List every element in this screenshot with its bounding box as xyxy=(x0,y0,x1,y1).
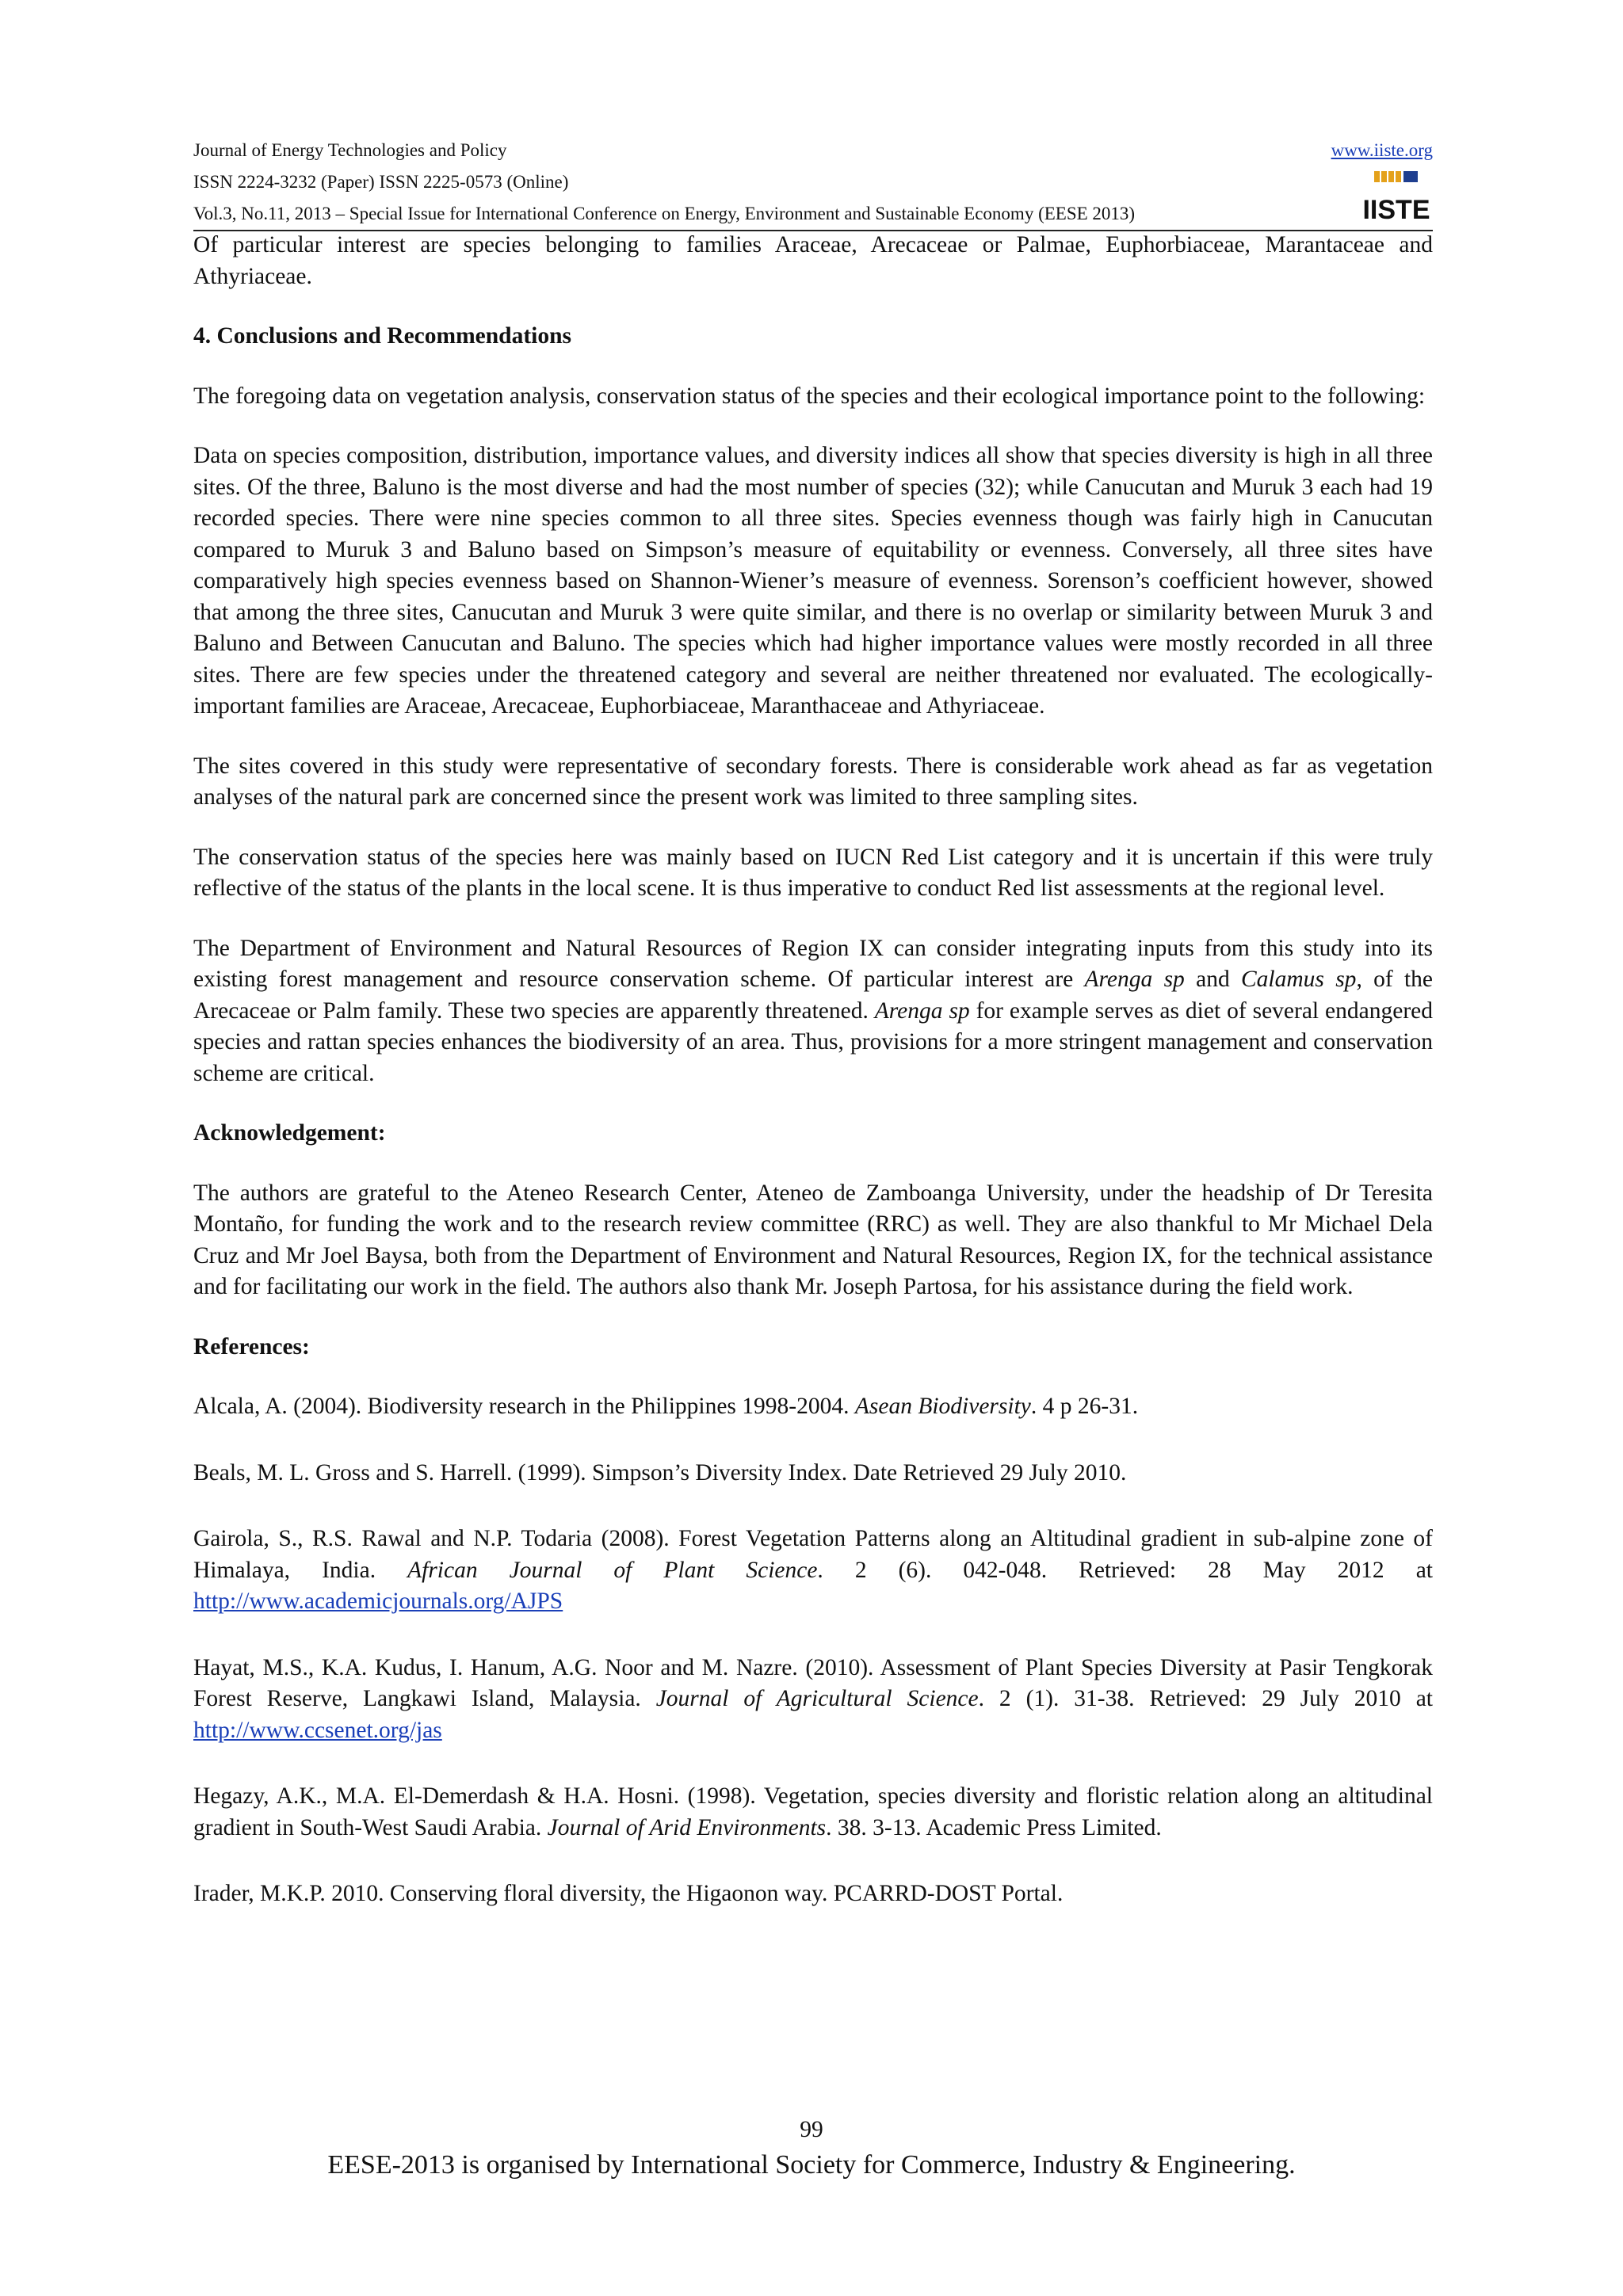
reference-item: Gairola, S., R.S. Rawal and N.P. Todaria (2008). Forest Vegetation Patterns along an Altitudinal gradient in sub-alpine zone of Himalaya, India. African Journal of Plant Science. 2 (6). 042-048. Retrieved: 28 May 2012 at http://www.academicjournals.org/AJPS xyxy=(193,1526,1433,1614)
journal-title: Journal of Energy Technologies and Policy xyxy=(193,140,507,160)
paragraph-intro: The foregoing data on vegetation analysis, conservation status of the species and their ecological importance point to the following: xyxy=(193,383,1426,409)
ack-paragraph: The authors are grateful to the Ateneo Research Center, Ateneo de Zamboanga University, under the headship of Dr Teresita Montaño, for funding the work and to the research review committee (RRC) as well. They are also thankful to Mr Michael Dela Cruz and Mr Joel Baysa, both from the Department of Environment and Natural Resources, Region IX, for the technical assistance and for facilitating our work in the field. The authors also thank Mr. Joseph Partosa, for his assistance during the field work. xyxy=(193,1180,1433,1299)
journal-header xyxy=(193,139,1433,162)
species-name: Calamus sp xyxy=(1241,967,1357,992)
carryover-paragraph: Of particular interest are species belonging to families Araceae, Arecaceae or Palmae, Euphorbiaceae, Marantaceae and Athyriaceae. xyxy=(193,232,1433,289)
species-name: Arenga sp xyxy=(1084,967,1185,992)
issn-line: ISSN 2224-3232 (Paper) ISSN 2225-0573 (Online) xyxy=(193,172,569,192)
references-heading: References: xyxy=(193,1333,310,1360)
iiste-logo xyxy=(1362,170,1430,225)
paragraph-findings: Data on species composition, distribution, importance values, and diversity indices all show that species diversity is high in all three sites. Of the three, Baluno is the most diverse and had the most number of species (32); while Canucutan and Muruk 3 each had 19 recorded species. There were nine species common to all three sites. Species evenness though was fairly high in Canucutan compared to Muruk 3 and Baluno based on Simpson’s measure of equitability or evenness. Conversely, all three sites have comparatively high species evenness based on Shannon-Wiener’s measure of evenness. Sorenson’s coefficient however, showed that among the three sites, Canucutan and Muruk 3 were quite similar, and there is no overlap or similarity between Muruk 3 and Baluno and Between Canucutan and Baluno. The species which had higher importance values were mostly recorded in all three sites. There are few species under the threatened category and several are neither threatened nor evaluated. The ecologically-important families are Araceae, Arecaceae, Euphorbiaceae, Maranthaceae and Athyriaceae. xyxy=(193,443,1433,719)
reference-item: Hayat, M.S., K.A. Kudus, I. Hanum, A.G. Noor and M. Nazre. (2010). Assessment of Plant Species Diversity at Pasir Tengkorak Forest Reserve, Langkawi Island, Malaysia. Journal of Agricultural Science. 2 (1). 31-38. Retrieved: 29 July 2010 at http://www.ccsenet.org/jas xyxy=(193,1654,1433,1743)
reference-item: Irader, M.K.P. 2010. Conserving floral diversity, the Higaonon way. PCARRD-DOST Portal. xyxy=(193,1881,1064,1906)
reference-link[interactable]: http://www.ccsenet.org/jas xyxy=(193,1717,442,1743)
paragraph-denr: The Department of Environment and Natural Resources of Region IX can consider integrating inputs from this study into its existing forest management and resource conservation scheme. Of particular interest are Arenga sp and Calamus sp, of the Arecaceae or Palm family. These two species are apparently threatened. Arenga sp for example serves as diet of several endangered species and rattan species enhances the biodiversity of an area. Thus, provisions for a more stringent management and conservation scheme are critical. xyxy=(193,935,1434,1086)
footer-note: EESE-2013 is organised by International Society for Commerce, Industry & Engineering. xyxy=(327,2150,1296,2180)
section-heading: 4. Conclusions and Recommendations xyxy=(193,323,571,349)
svg-text:IISTE: IISTE xyxy=(1362,195,1430,225)
article-body xyxy=(193,230,1433,1910)
ack-heading: Acknowledgement: xyxy=(193,1120,386,1146)
reference-link[interactable]: http://www.academicjournals.org/AJPS xyxy=(193,1589,563,1614)
page-number: 99 xyxy=(800,2117,823,2142)
reference-item: Beals, M. L. Gross and S. Harrell. (1999). Simpson’s Diversity Index. Date Retrieved 29 July 2010. xyxy=(193,1459,1127,1486)
paragraph-sites: The sites covered in this study were representative of secondary forests. There is considerable work ahead as far as vegetation analyses of the natural park are concerned since the present work was limited to three sampling sites. xyxy=(193,753,1433,810)
website-link[interactable]: www.iiste.org xyxy=(1331,140,1433,160)
volume-line: Vol.3, No.11, 2013 – Special Issue for International Conference on Energy, Environment and Sustainable Economy (EESE 2013) xyxy=(193,204,1136,223)
species-name: Arenga sp xyxy=(874,997,970,1024)
paragraph-conservation: The conservation status of the species here was mainly based on IUCN Red List category and it is uncertain if this were truly reflective of the status of the plants in the local scene. It is thus imperative to conduct Red list assessments at the regional level. xyxy=(193,844,1433,901)
reference-item: Alcala, A. (2004). Biodiversity research in the Philippines 1998-2004. Asean Biodiversity. 4 p 26-31. xyxy=(193,1394,1139,1419)
reference-item: Hegazy, A.K., M.A. El-Demerdash & H.A. Hosni. (1998). Vegetation, species diversity and floristic relation along an altitudinal gradient in South-West Saudi Arabia. Journal of Arid Environments. 38. 3-13. Academic Press Limited. xyxy=(193,1783,1433,1840)
